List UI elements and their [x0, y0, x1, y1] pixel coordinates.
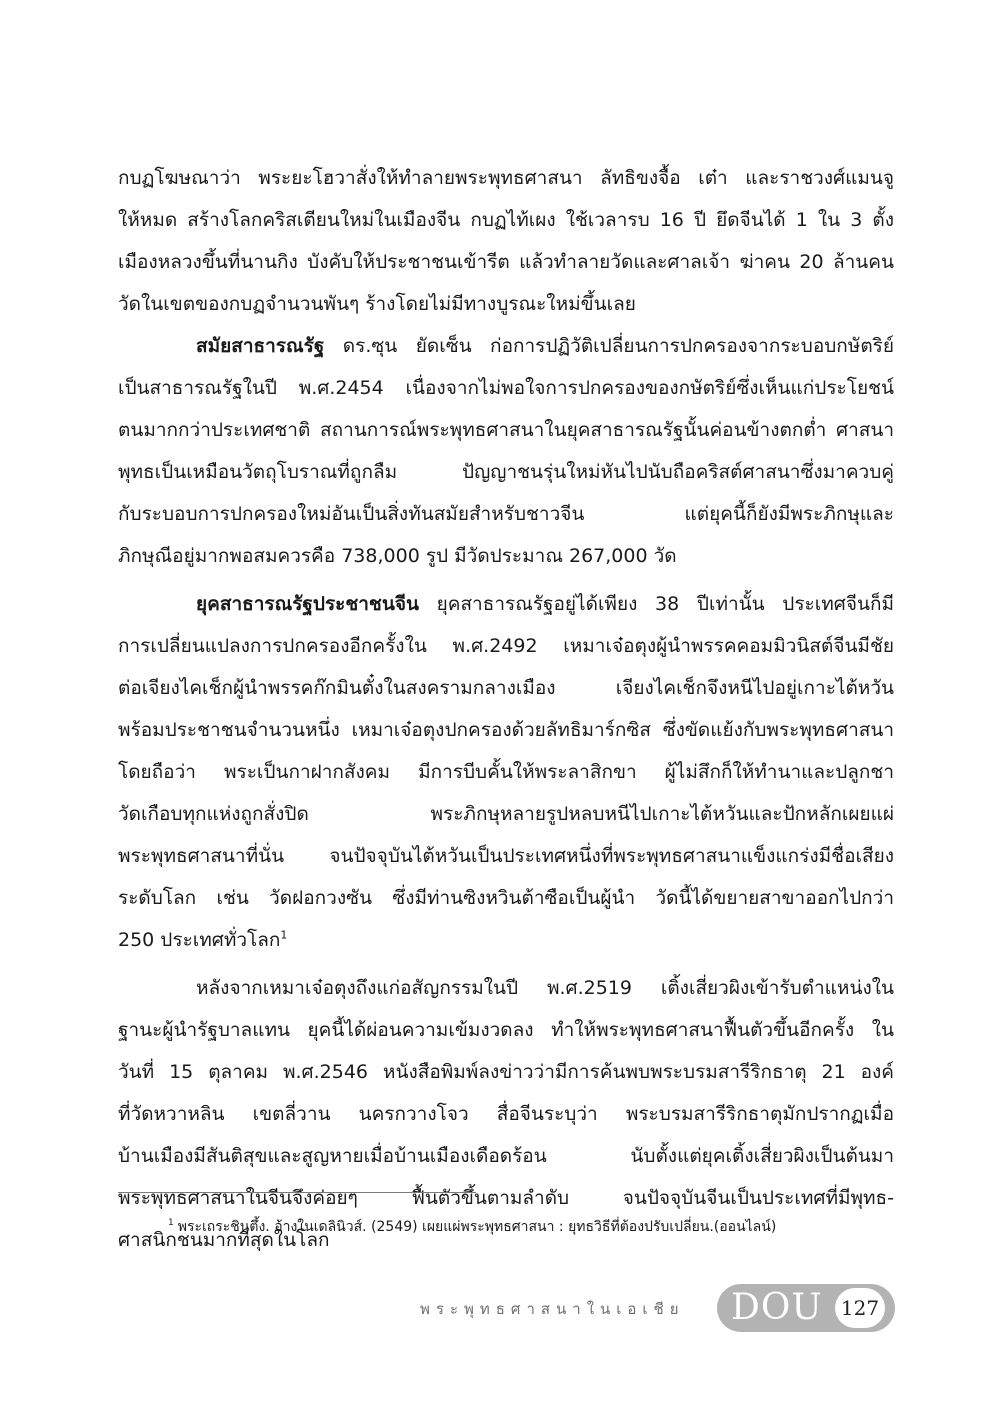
text-line: วันที่ 15 ตุลาคม พ.ศ.2546 หนังสือพิมพ์ลงข่าวว่ามีการค้นพบพระบรมสารีริกธาตุ 21 องค์ [118, 1061, 894, 1083]
footnote-number: 1 [168, 1218, 174, 1229]
footnote-divider [118, 1192, 476, 1193]
footnote-reference[interactable]: 1 [280, 928, 288, 942]
text-line: ให้หมด สร้างโลกคริสเตียนใหม่ในเมืองจีน กบฏไท้เผง ใช้เวลารบ 16 ปี ยึดจีนได้ 1 ใน 3 ตั้ง [118, 209, 894, 231]
text-line: เมืองหลวงขึ้นที่นานกิง บังคับให้ประชาชนเข้ารีต แล้วทำลายวัดและศาลเจ้า ฆ่าคน 20 ล้านคน [118, 251, 894, 273]
section-heading-prc: ยุคสาธารณรัฐประชาชนจีน [196, 593, 419, 615]
text-fragment: ยุคสาธารณรัฐอยู่ได้เพียง 38 ปีเท่านั้น ประเทศจีนก็มี [418, 593, 894, 615]
paragraph-taiping [118, 157, 894, 325]
page-number: 127 [835, 1288, 885, 1328]
paragraph-republic-era [118, 325, 894, 577]
paragraph-prc-era [118, 583, 894, 961]
text-line: พร้อมประชาชนจำนวนหนึ่ง เหมาเจ๋อตุงปกครองด้วยลัทธิมาร์กซิส ซึ่งขัดแย้งกับพระพุทธศาสนา [118, 719, 894, 741]
text-line: เป็นสาธารณรัฐในปี พ.ศ.2454 เนื่องจากไม่พอใจการปกครองของกษัตริย์ซึ่งเห็นแก่ประโยชน์ [118, 377, 894, 399]
text-line: การเปลี่ยนแปลงการปกครองอีกครั้งใน พ.ศ.2492 เหมาเจ๋อตุงผู้นำพรรคคอมมิวนิสต์จีนมีชัย [118, 635, 894, 657]
text-line [118, 919, 894, 961]
text-line: ภิกษุณีอยู่มากพอสมควรคือ 738,000 รูป มีวัดประมาณ 267,000 วัด [118, 545, 677, 567]
dou-logo: DOU [731, 1287, 823, 1328]
footnote-text: พระเถระชินตึ้ง. อ้างในเดลินิวส์. (2549) เผยแผ่พระพุทธศาสนา : ยุทธวิธีที่ต้องปรับเปลี่ยน.(ออนไลน์) [177, 1219, 777, 1235]
text-line: ต่อเจียงไคเช็กผู้นำพรรคก๊กมินตั๋งในสงครามกลางเมือง เจียงไคเช็กจึงหนีไปอยู่เกาะไต้หวัน [118, 677, 894, 699]
footer-badge [717, 1284, 895, 1332]
text-line: ศาสนิกชนมากที่สุดในโลก [118, 1229, 330, 1251]
text-line: กับระบอบการปกครองใหม่อันเป็นสิ่งทันสมัยสำหรับชาวจีน แต่ยุคนี้ก็ยังมีพระภิกษุและ [118, 503, 894, 525]
text-line: พระพุทธศาสนาในจีนจึงค่อยๆ ฟื้นตัวขึ้นตามลำดับ จนปัจจุบันจีนเป็นประเทศที่มีพุทธ- [118, 1187, 894, 1209]
section-heading-republic: สมัยสาธารณรัฐ [196, 335, 325, 357]
text-line: บ้านเมืองมีสันติสุขและสูญหายเมื่อบ้านเมืองเดือดร้อน นับตั้งแต่ยุคเติ้งเสี่ยวผิงเป็นต้นมา [118, 1145, 894, 1167]
text-line: หลังจากเหมาเจ๋อตุงถึงแก่อสัญกรรมในปี พ.ศ.2519 เติ้งเสี่ยวผิงเข้ารับตำแหน่งใน [196, 977, 894, 999]
text-line: วัดในเขตของกบฏจำนวนพันๆ ร้างโดยไม่มีทางบูรณะใหม่ขึ้นเลย [118, 293, 636, 315]
text-line: วัดเกือบทุกแห่งถูกสั่งปิด พระภิกษุหลายรูปหลบหนีไปเกาะไต้หวันและปักหลักเผยแผ่ [118, 803, 894, 825]
running-title: พระพุทธศาสนาในเอเชีย [420, 1300, 685, 1318]
text-line [118, 325, 894, 367]
text-fragment: ดร.ซุน ยัดเซ็น ก่อการปฏิวัติเปลี่ยนการปกครองจากระบอบกษัตริย์ [324, 335, 894, 357]
text-line: พุทธเป็นเหมือนวัตถุโบราณที่ถูกลืม ปัญญาชนรุ่นใหม่หันไปนับถือคริสต์ศาสนาซึ่งมาควบคู่ [118, 461, 894, 483]
text-line: ฐานะผู้นำรัฐบาลแทน ยุคนี้ได้ผ่อนความเข้มงวดลง ทำให้พระพุทธศาสนาฟื้นตัวขึ้นอีกครั้ง ใน [118, 1019, 894, 1041]
body-text [118, 157, 894, 1261]
text-line [118, 583, 894, 625]
text-line: ระดับโลก เช่น วัดฝอกวงซัน ซึ่งมีท่านซิงหวินต้าซือเป็นผู้นำ วัดนี้ได้ขยายสาขาออกไปกว่า [118, 887, 894, 909]
text-line: พระพุทธศาสนาที่นั่น จนปัจจุบันไต้หวันเป็นประเทศหนึ่งที่พระพุทธศาสนาแข็งแกร่งมีชื่อเสียง [118, 845, 894, 867]
text-line: ที่วัดหวาหลิน เขตลี่วาน นครกวางโจว สื่อจีนระบุว่า พระบรมสารีริกธาตุมักปรากฏเมื่อ [118, 1103, 894, 1125]
text-line: กบฏโฆษณาว่า พระยะโฮวาสั่งให้ทำลายพระพุทธศาสนา ลัทธิขงจื้อ เต๋า และราชวงศ์แมนจู [118, 167, 894, 189]
text-line: ตนมากกว่าประเทศชาติ สถานการณ์พระพุทธศาสนาในยุคสาธารณรัฐนั้นค่อนข้างตกต่ำ ศาสนา [118, 419, 894, 441]
text-fragment: 250 ประเทศทั่วโลก [118, 929, 281, 951]
footnote [168, 1216, 868, 1238]
text-line: โดยถือว่า พระเป็นกาฝากสังคม มีการบีบคั้นให้พระลาสิกขา ผู้ไม่สึกก็ให้ทำนาและปลูกชา [118, 761, 894, 783]
